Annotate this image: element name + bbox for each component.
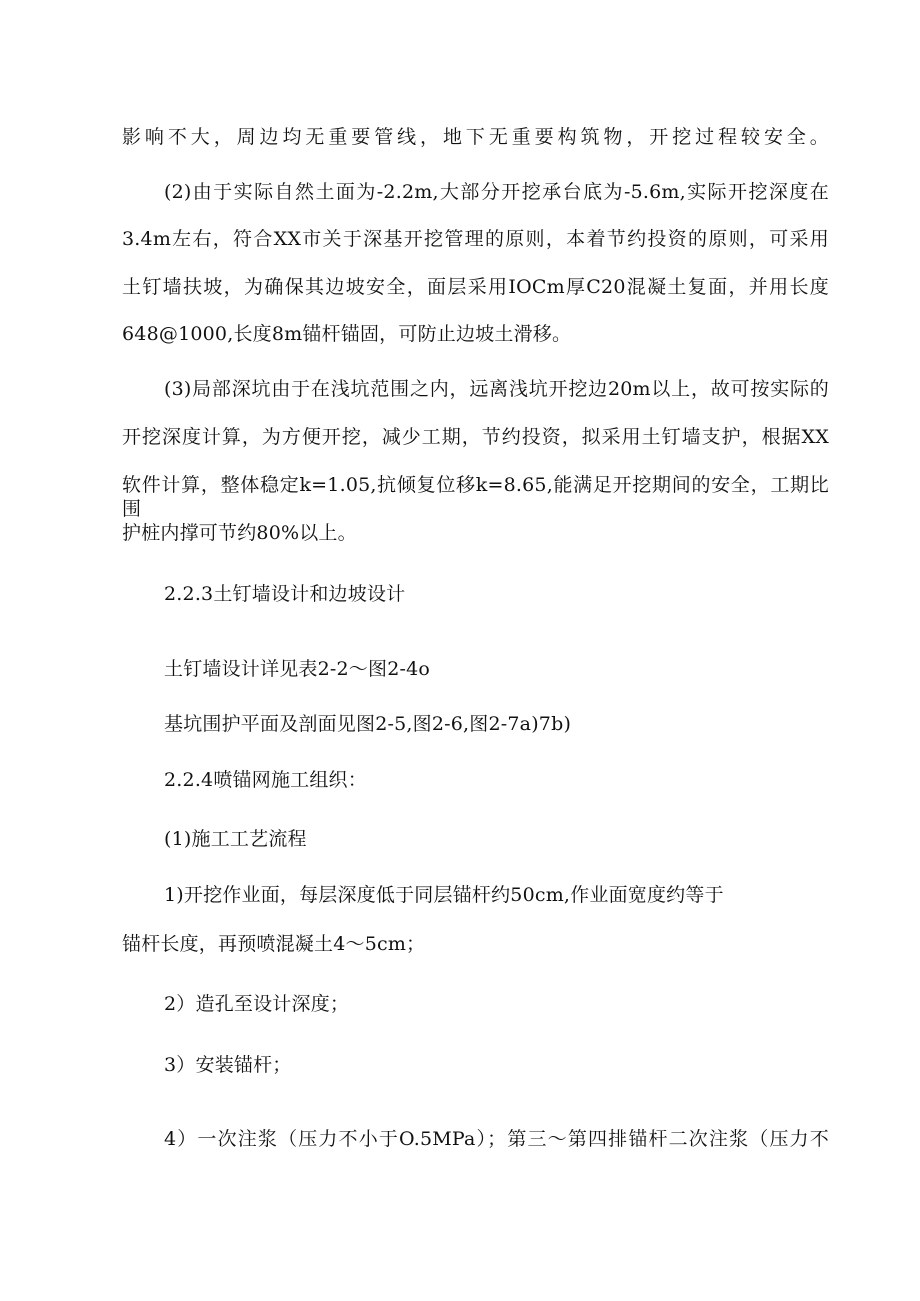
reference-line: 土钉墙设计详见表2-2～图2-4o [164,658,431,680]
section-heading: 2.2.3土钉墙设计和边坡设计 [164,583,406,605]
paragraph-line: 护桩内撑可节约80%以上。 [122,522,357,544]
step-line: 2）造孔至设计深度； [164,993,350,1015]
step-line: 3）安装锚杆； [164,1054,292,1076]
paragraph-line: 软件计算，整体稳定k=1.05,抗倾复位移k=8.65,能满足开挖期间的安全，工期比围 [122,474,829,520]
section-heading: 2.2.4喷锚网施工组织： [164,769,367,791]
reference-line: 基坑围护平面及剖面见图2-5,图2-6,图2-7a)7b) [164,713,572,735]
paragraph-line: 开挖深度计算，为方便开挖，减少工期，节约投资，拟采用土钉墙支护，根据XX [122,426,829,448]
paragraph-line: 3.4m左右，符合XX市关于深基开挖管理的原则，本着节约投资的原则，可采用 [122,228,829,250]
step-line: 4）一次注浆（压力不小于O.5MPa）；第三～第四排锚杆二次注浆（压力不 [164,1128,829,1150]
paragraph-line: 土钉墙扶坡，为确保其边坡安全，面层采用IOCm厚C20混凝土复面，并用长度 [122,276,829,298]
step-line: 锚杆长度，再预喷混凝土4～5cm； [122,933,426,955]
paragraph-line: 648@1000,长度8m锚杆锚固，可防止边坡土滑移。 [122,323,572,345]
paragraph-line: 影响不大，周边均无重要管线，地下无重要构筑物，开挖过程较安全。 [122,126,829,148]
paragraph-line: (2)由于实际自然土面为-2.2m,大部分开挖承台底为-5.6m,实际开挖深度在 [164,181,829,203]
paragraph-line: (3)局部深坑由于在浅坑范围之内，远离浅坑开挖边20m以上，故可按实际的 [164,378,829,400]
step-line: 1)开挖作业面，每层深度低于同层锚杆约50cm,作业面宽度约等于 [164,884,724,906]
step-heading: (1)施工工艺流程 [164,828,307,850]
